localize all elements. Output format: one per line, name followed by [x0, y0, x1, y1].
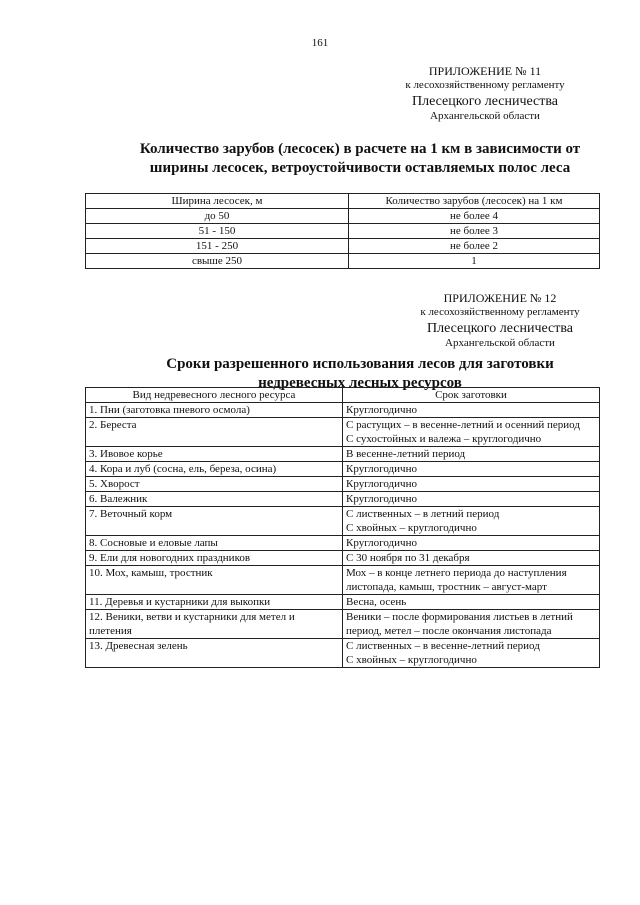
cell-term [343, 595, 600, 610]
resources-table-body [86, 403, 600, 668]
cell-resource: 3. Ивовое корье [86, 447, 343, 462]
cell-resource: 5. Хворост [86, 477, 343, 492]
table-header-row [86, 388, 600, 403]
cell-resource: 2. Береста [86, 418, 343, 447]
table-row [86, 551, 600, 566]
resources-table [85, 387, 600, 668]
column-header-count: Количество зарубов (лесосек) на 1 км [349, 194, 600, 209]
term-line: С лиственных – в весенне-летний период [346, 640, 540, 652]
term-line: Круглогодично [346, 404, 417, 416]
term-line: Круглогодично [346, 537, 417, 549]
term-line: С 30 ноября по 31 декабря [346, 552, 470, 564]
cell-count: не более 3 [349, 224, 600, 239]
cell-width: 51 - 150 [86, 224, 349, 239]
term-line: В весенне-летний период [346, 448, 466, 460]
cell-resource: 1. Пни (заготовка пневого осмола) [86, 403, 343, 418]
term-line: Круглогодично [346, 463, 417, 475]
table-row [86, 477, 600, 492]
cell-count: не более 2 [349, 239, 600, 254]
term-line: С хвойных – круглогодично [346, 522, 477, 534]
cell-resource: 9. Ели для новогодних праздников [86, 551, 343, 566]
table-row [86, 447, 600, 462]
cell-term [343, 492, 600, 507]
cell-resource: 7. Веточный корм [86, 507, 343, 536]
table2-title-line1: Сроки разрешенного использования лесов для заготовки [166, 356, 554, 372]
cell-term [343, 551, 600, 566]
cell-width: свыше 250 [86, 254, 349, 269]
table-row [86, 403, 600, 418]
table-row [86, 639, 600, 668]
term-line: Круглогодично [346, 493, 417, 505]
appendix-11-line1: к лесохозяйственному регламенту [405, 79, 565, 91]
page-number: 161 [311, 37, 329, 49]
cell-term [343, 639, 600, 668]
cell-resource: 8. Сосновые и еловые лапы [86, 536, 343, 551]
term-line: Мох – в конце летнего периода до наступления листопада, камыш, тростник – август-март [346, 567, 567, 593]
cell-resource: 6. Валежник [86, 492, 343, 507]
table-row [86, 462, 600, 477]
appendix-12-line1: к лесохозяйственному регламенту [420, 306, 580, 318]
term-line: С лиственных – в летний период [346, 508, 500, 520]
cell-count: не более 4 [349, 209, 600, 224]
cuts-table [85, 193, 600, 269]
cell-resource: 11. Деревья и кустарники для выкопки [86, 595, 343, 610]
appendix-11-line2: Плесецкого лесничества [411, 93, 559, 109]
table-row [86, 507, 600, 536]
table-row [86, 595, 600, 610]
term-line: Весна, осень [346, 596, 407, 608]
appendix-12-line3: Архангельской области [445, 337, 555, 350]
table-row [86, 610, 600, 639]
cell-term [343, 447, 600, 462]
cell-term [343, 566, 600, 595]
table-row [86, 209, 600, 224]
appendix-12-line2: Плесецкого лесничества [426, 320, 574, 336]
cell-term [343, 507, 600, 536]
term-line: С растущих – в весенне-летний и осенний период [346, 419, 580, 431]
term-line: С хвойных – круглогодично [346, 654, 477, 666]
table-row [86, 418, 600, 447]
table1-title [120, 140, 600, 178]
table-row [86, 566, 600, 595]
cell-width: до 50 [86, 209, 349, 224]
table2-title-line2: недревесных лесных ресурсов [258, 375, 462, 392]
cell-resource: 10. Мох, камыш, тростник [86, 566, 343, 595]
cell-term [343, 536, 600, 551]
column-header-resource: Вид недревесного лесного ресурса [86, 388, 343, 403]
cell-term [343, 418, 600, 447]
cell-term [343, 610, 600, 639]
column-header-width: Ширина лесосек, м [86, 194, 349, 209]
table-row [86, 536, 600, 551]
table-row [86, 492, 600, 507]
column-header-term: Срок заготовки [343, 388, 600, 403]
cell-term [343, 462, 600, 477]
appendix-11-line3: Архангельской области [430, 110, 540, 123]
cell-width: 151 - 250 [86, 239, 349, 254]
table1-title-line1: Количество зарубов (лесосек) в расчете на 1 км в зависимости от [139, 141, 581, 157]
cell-resource: 4. Кора и луб (сосна, ель, береза, осина) [86, 462, 343, 477]
table-row [86, 239, 600, 254]
appendix-11-header [380, 64, 590, 124]
cell-resource: 13. Древесная зелень [86, 639, 343, 668]
cell-resource: 12. Веники, ветви и кустарники для метел и плетения [86, 610, 343, 639]
appendix-12-title: ПРИЛОЖЕНИЕ № 12 [443, 291, 557, 305]
appendix-11-title: ПРИЛОЖЕНИЕ № 11 [428, 64, 542, 78]
table-row [86, 224, 600, 239]
appendix-12-header [390, 291, 610, 351]
term-line: Круглогодично [346, 478, 417, 490]
cell-count: 1 [349, 254, 600, 269]
cell-term [343, 403, 600, 418]
table1-title-line2: ширины лесосек, ветроустойчивости оставляемых полос леса [149, 160, 571, 177]
term-line: С сухостойных и валежа – круглогодично [346, 433, 542, 445]
table-header-row [86, 194, 600, 209]
term-line: Веники – после формирования листьев в летний период, метел – после окончания листопада [346, 611, 573, 637]
cell-term [343, 477, 600, 492]
table-row [86, 254, 600, 269]
